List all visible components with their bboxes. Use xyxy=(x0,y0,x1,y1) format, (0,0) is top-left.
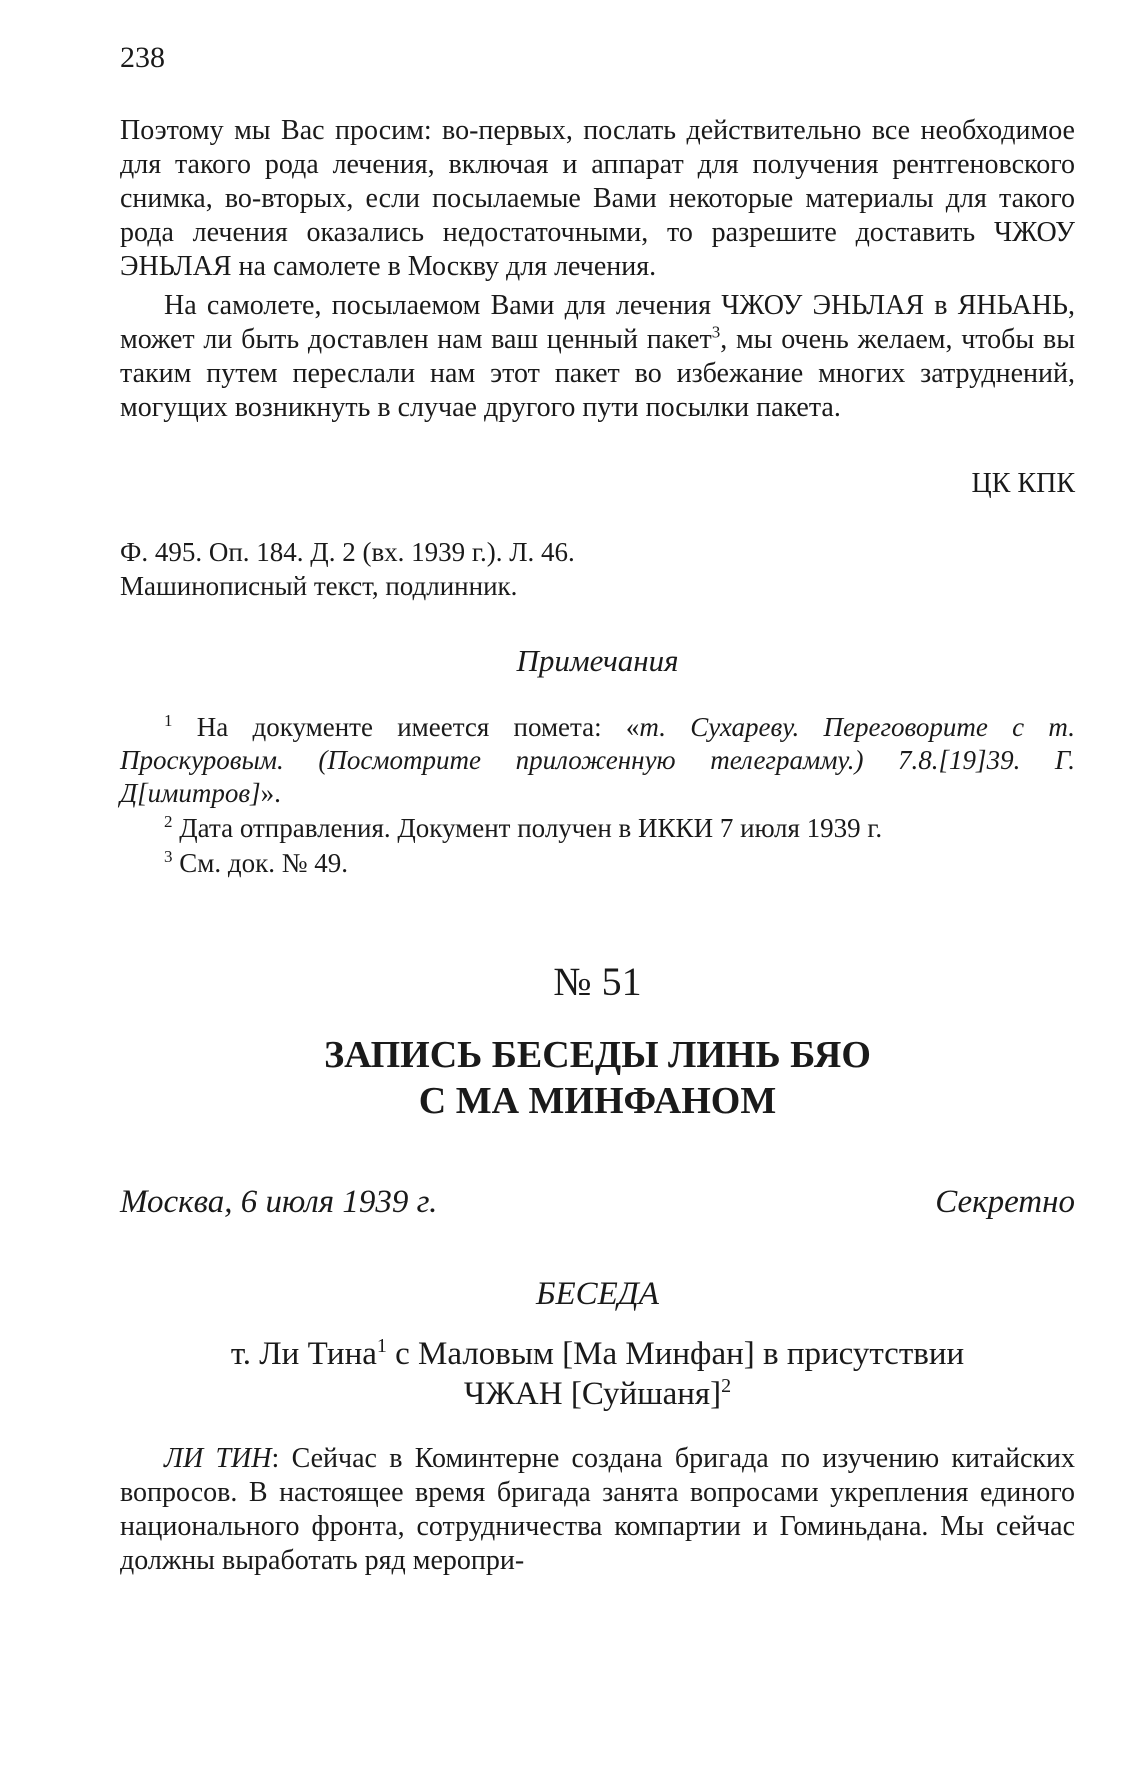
conversation-participant: т. Ли Тина xyxy=(230,1336,377,1372)
letter-signature: ЦК КПК xyxy=(971,468,1075,499)
letter-paragraph-2-text-a: На самолете, посылаемом Вами для лечения ЧЖОУ ЭНЬЛАЯ в ЯНЬАНЬ, может ли быть доставлен нам ваш ценный пакет xyxy=(120,290,1075,355)
place-date: Москва, 6 июля 1939 г. xyxy=(120,1184,438,1220)
document-number: № 51 xyxy=(553,959,642,1004)
conversation-heading-line-1 xyxy=(120,1334,1075,1374)
archive-reference: Ф. 495. Оп. 184. Д. 2 (вх. 1939 г.). Л. 46. xyxy=(120,537,575,567)
note-item xyxy=(120,812,1075,845)
document-title-line-2: С МА МИНФАНОМ xyxy=(418,1080,777,1122)
document-page xyxy=(120,40,1075,1606)
classification-mark: Секретно xyxy=(935,1184,1075,1220)
note-item xyxy=(120,711,1075,810)
speech-paragraph xyxy=(120,1442,1075,1578)
section-heading: БЕСЕДА xyxy=(536,1276,659,1312)
conversation-heading-line-2 xyxy=(120,1374,1075,1414)
conversation-participants-rest: с Маловым [Ма Минфан] в присутствии xyxy=(386,1336,965,1372)
notes-heading: Примечания xyxy=(516,643,679,678)
letter-paragraph-2 xyxy=(120,289,1075,425)
note-text-tail: ». xyxy=(260,778,281,808)
letter-paragraph-2-text-b: , мы очень желаем, чтобы вы таким путем переслали нам этот пакет во избежание многих затруднений, могущих возникнуть в случае другого пути посылки пакета. xyxy=(120,324,1075,423)
archive-description: Машинописный текст, подлинник. xyxy=(120,571,518,601)
note-number: 1 xyxy=(164,711,173,730)
note-text: См. док. № 49. xyxy=(179,848,348,878)
note-number: 3 xyxy=(164,847,173,866)
archive-info xyxy=(120,535,1075,603)
footnote-ref-2: 2 xyxy=(721,1375,732,1397)
page-number: 238 xyxy=(120,41,165,74)
document-meta xyxy=(120,1182,1075,1222)
speech-text: : Сейчас в Коминтерне создана бригада по изучению китайских вопросов. В настоящее время бригада занята вопросами укрепления единого национального фронта, сотрудничества компартии и Гоминьдана. Мы сейчас должны выработать ряд меропри- xyxy=(120,1443,1076,1576)
speaker-name: ЛИ ТИН xyxy=(164,1443,272,1474)
note-text: Дата отправления. Документ получен в ИККИ 7 июля 1939 г. xyxy=(179,813,883,843)
note-text: На документе имеется помета: « xyxy=(196,712,640,742)
note-item xyxy=(120,847,1075,880)
note-text-italic: т. Сухареву. Переговорите с т. Проскуровым. (Посмотрите приложенную телеграмму.) 7.8.[19]39. Г. Д[имитров] xyxy=(120,712,1075,808)
letter-paragraph-1: Поэтому мы Вас просим: во-первых, послать действительно все необходимое для такого рода лечения, включая и аппарат для получения рентгеновского снимка, во-вторых, если посылаемые Вами некоторые материалы для такого рода лечения оказались недостаточными, то разрешите доставить ЧЖОУ ЭНЬЛАЯ на самолете в Москву для лечения. xyxy=(120,115,1075,282)
conversation-heading xyxy=(120,1334,1075,1414)
note-number: 2 xyxy=(164,812,173,831)
document-title xyxy=(120,1032,1075,1124)
notes-list xyxy=(120,711,1075,880)
footnote-ref-3: 3 xyxy=(711,322,721,342)
conversation-witness: ЧЖАН [Суйшаня] xyxy=(463,1376,722,1412)
footnote-ref-1: 1 xyxy=(376,1335,387,1357)
document-title-line-1: ЗАПИСЬ БЕСЕДЫ ЛИНЬ БЯО xyxy=(324,1034,871,1076)
